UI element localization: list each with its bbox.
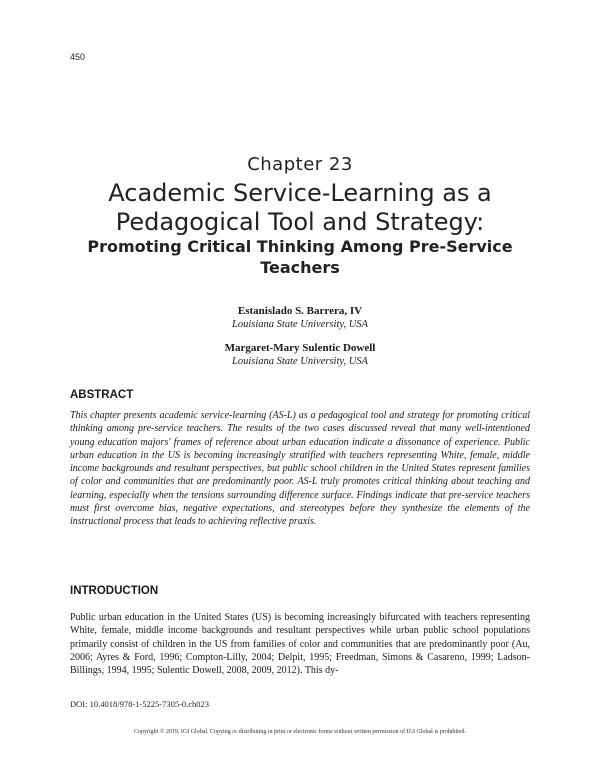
- author-affiliation: Louisiana State University, USA: [232, 356, 368, 367]
- author-block: [0, 305, 600, 331]
- abstract-text: This chapter presents academic service-learning (AS-L) as a pedagogical tool and strategy for promoting critical thinking among pre-service teachers. The results of the two cases discussed reveal that many well-intentioned young education majors' frames of reference about urban education indicate a dissonance of experience. Public urban education in the US is becoming increasingly stratified with teachers representing White, female, middle income backgrounds and resultant perspectives, but public school children in the United States represent families of color and communities that are predominantly poor. AS-L truly promotes critical thinking about teaching and learning, especially when the tensions surrounding difference surface. Findings indicate that pre-service teachers must first overcome bias, negative expectations, and stereotypes before they synthesize the elements of the instructional process that leads to achieving reflective praxis.: [70, 410, 530, 528]
- author-name: Margaret-Mary Sulentic Dowell: [224, 342, 376, 354]
- copyright-notice: Copyright © 2019, IGI Global. Copying or distributing in print or electronic forms without written permission of IGI Global is prohibited.: [133, 729, 466, 735]
- author-name: Estanislado S. Barrera, IV: [237, 305, 363, 317]
- chapter-title: Academic Service-Learning as a Pedagogical Tool and Strategy:: [108, 179, 492, 236]
- doi: DOI: 10.4018/978-1-5225-7305-0.ch023: [70, 699, 210, 709]
- introduction-heading: INTRODUCTION: [70, 585, 159, 597]
- page-number: 450: [70, 52, 86, 62]
- author-block: [0, 342, 600, 368]
- chapter-label: Chapter 23: [247, 154, 353, 175]
- chapter-subtitle: Promoting Critical Thinking Among Pre-Service Teachers: [87, 237, 513, 277]
- introduction-text: Public urban education in the United States (US) is becoming increasingly bifurcated with teachers representing White, female, middle income backgrounds and resultant perspectives while urban public school populations primarily consist of children in the US from families of color and communities that are predominantly poor (Au, 2006; Ayres & Ford, 1996; Compton-Lilly, 2004; Delpit, 1995; Freedman, Simons & Casareno, 1999; Ladson-Billings, 1994, 1995; Sulentic Dowell, 2008, 2009, 2012). This dy-: [70, 612, 530, 677]
- author-affiliation: Louisiana State University, USA: [232, 319, 368, 330]
- abstract-heading: ABSTRACT: [70, 389, 134, 401]
